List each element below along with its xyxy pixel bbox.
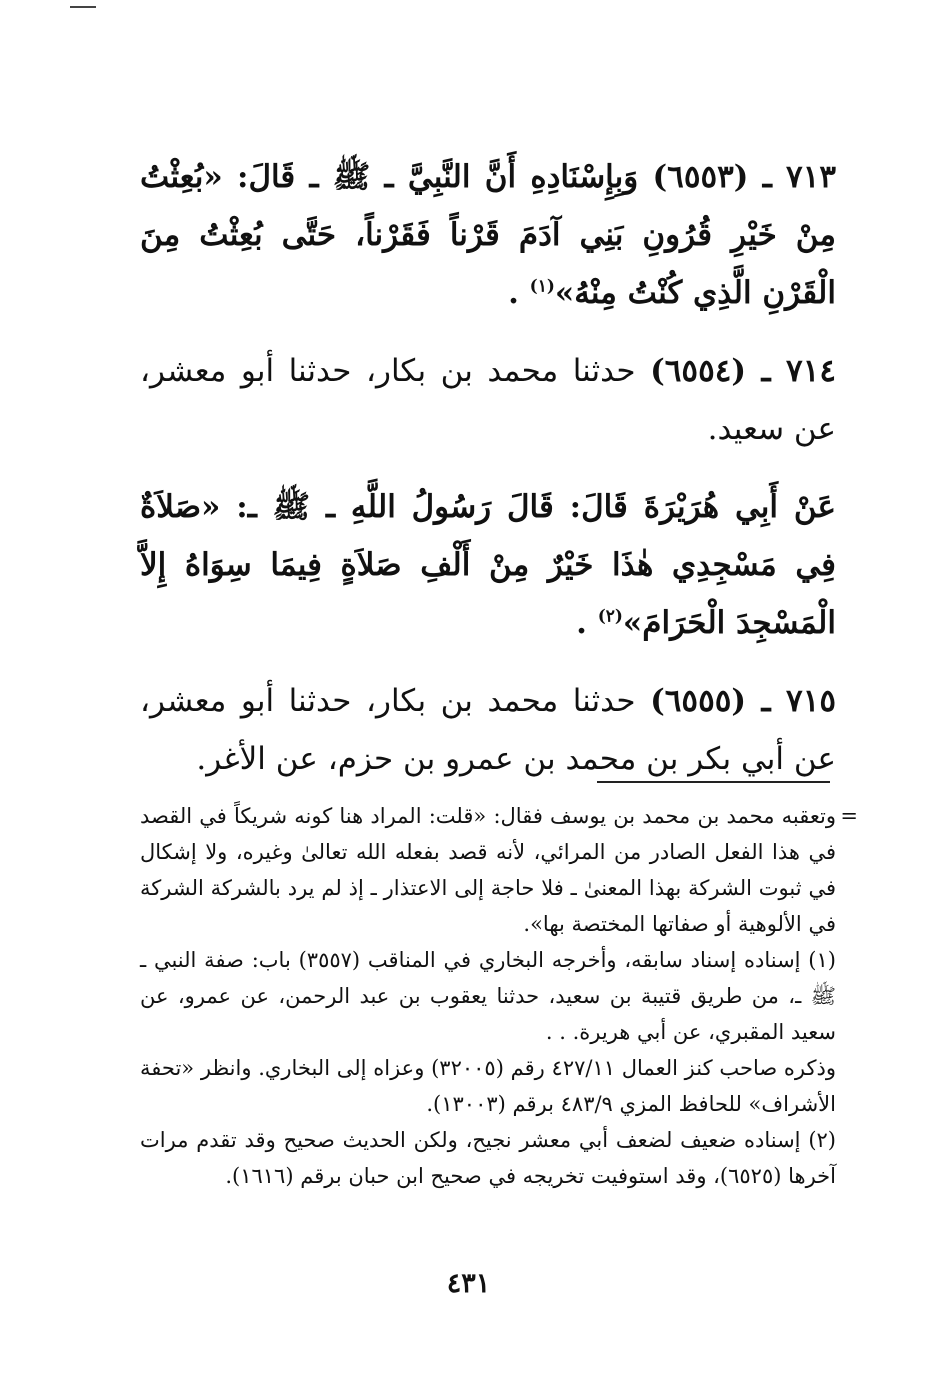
footnote-1-cont xyxy=(140,1050,836,1122)
footnote-ref: (١) xyxy=(529,276,555,297)
continuation-mark: = xyxy=(840,804,858,828)
footnote-2 xyxy=(140,1122,836,1194)
hadith-715-isnad xyxy=(140,672,836,788)
page-number: ٤٣١ xyxy=(446,1268,491,1299)
footnote-separator xyxy=(597,781,830,783)
hadith-713 xyxy=(140,148,836,322)
hadith-714-matn xyxy=(140,478,836,652)
hadith-number: ٧١٤ ـ (٦٥٥٤) xyxy=(650,353,836,389)
isnad-text: حدثنا محمد بن بكار، حدثنا أبو معشر، عن أبي بكر بن محمد بن عمرو بن حزم، عن الأغر. xyxy=(140,683,836,777)
top-corner-rule xyxy=(70,6,96,8)
hadith-714-isnad xyxy=(140,342,836,458)
hadith-number: ٧١٥ ـ (٦٥٥٥) xyxy=(650,683,836,719)
footnote-ref: (٢) xyxy=(597,606,623,627)
footnotes xyxy=(140,798,858,1194)
main-text xyxy=(140,148,836,808)
footnote-1 xyxy=(140,942,836,1050)
footnote-text: (٢) إسناده ضعيف لضعف أبي معشر نجيح، ولكن الحديث صحيح وقد تقدم مرات آخرها (٦٥٢٥)، وقد استوفيت تخريجه في صحيح ابن حبان برقم (١٦١٦). xyxy=(140,1128,836,1188)
footnote-text: وذكره صاحب كنز العمال ٤٢٧/١١ رقم (٣٢٠٠٥) وعزاه إلى البخاري. وانظر «تحفة الأشراف» للحافظ المزي ٤٨٣/٩ برقم (١٣٠٠٣). xyxy=(140,1056,836,1116)
hadith-number: ٧١٣ ـ (٦٥٥٣) xyxy=(652,159,836,195)
footnote-continuation xyxy=(140,798,858,942)
footnote-text: (١) إسناده إسناد سابقه، وأخرجه البخاري في المناقب (٣٥٥٧) باب: صفة النبي ـ ﷺ ـ، من طريق قتيبة بن سعيد، حدثنا يعقوب بن عبد الرحمن، عن عمرو، عن سعيد المقبري، عن أبي هريرة. . . xyxy=(140,948,836,1044)
footnote-text: وتعقبه محمد بن محمد بن يوسف فقال: «قلت: المراد هنا كونه شريكاً في القصد في هذا الفعل الصادر من المرائي، لأنه قصد بفعله الله تعالىٰ وغيره، ولا إشكال في ثبوت الشركة بهذا المعنىٰ ـ فلا حاجة إلى الاعتذار ـ إذ لم يرد بالشركة الشركة في الألوهية أو صفاتها المختصة بها». xyxy=(140,804,836,936)
hadith-end: . xyxy=(576,605,587,641)
hadith-text: عَنْ أَبِي هُرَيْرَةَ قَالَ: قَالَ رَسُولُ اللَّهِ ـ ﷺ ـ: «صَلاَةٌ فِي مَسْجِدِي هٰذَا خَيْرٌ مِنْ أَلْفِ صَلاَةٍ فِيمَا سِوَاهُ إِلاَّ الْمَسْجِدَ الْحَرَامَ» xyxy=(140,489,836,641)
hadith-text: وَبِإِسْنَادِهِ أَنَّ النَّبِيَّ ـ ﷺ ـ قَالَ: «بُعِثْتُ مِنْ خَيْرِ قُرُونِ بَنِي آدَمَ قَرْناً فَقَرْناً، حَتَّى بُعِثْتُ مِنَ الْقَرْنِ الَّذِي كُنْتُ مِنْهُ» xyxy=(140,159,836,311)
isnad-text: حدثنا محمد بن بكار، حدثنا أبو معشر، عن سعيد. xyxy=(140,353,836,447)
hadith-end: . xyxy=(508,275,519,311)
